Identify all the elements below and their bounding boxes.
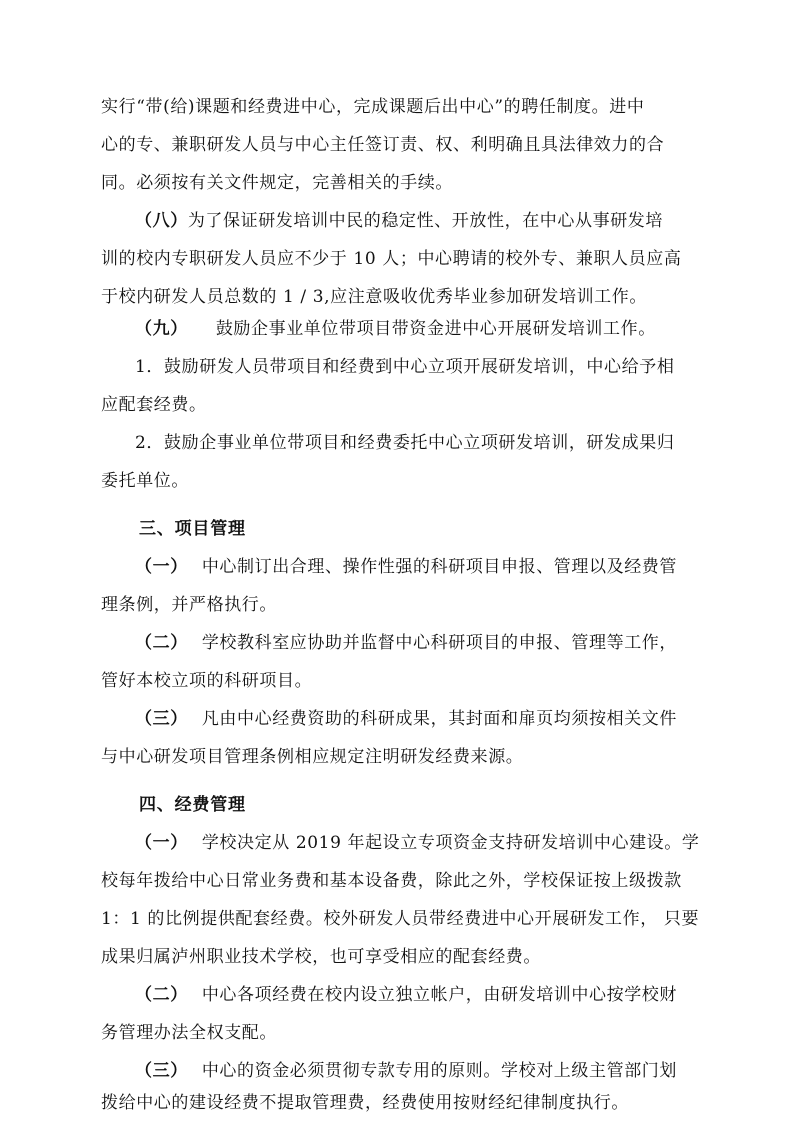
paragraph-line: 实行“带(给)课题和经费进中心，完成课题后出中心”的聘任制度。进中 — [101, 97, 645, 117]
paragraph-line — [135, 318, 656, 340]
item-text: 中心的资金必须贯彻专款专用的原则。学校对上级主管部门划 — [201, 1061, 678, 1081]
paragraph-line: 2．鼓励企事业单位带项目和经费委托中心立项研发培训，研发成果归 — [135, 433, 675, 453]
item-text: 为了保证研发培训中民的稳定性、开放性，在中心从事研发培 — [187, 211, 664, 231]
paragraph-line: 1：1 的比例提供配套经费。校外研发人员带经费进中心开展研发工作， 只要 — [101, 909, 700, 929]
paragraph-line: 委托单位。 — [101, 471, 189, 491]
section-heading: 三、项目管理 — [139, 519, 246, 539]
paragraph-line: 于校内研发人员总数的 1 / 3,应注意吸收优秀毕业参加研发培训工作。 — [101, 287, 647, 307]
paragraph-line — [135, 632, 677, 654]
paragraph-line: 管好本校立项的科研项目。 — [101, 671, 313, 691]
item-text: 凡由中心经费资助的科研成果，其封面和扉页均须按相关文件 — [201, 709, 678, 729]
item-label: （九） — [135, 319, 188, 339]
paragraph-line: 务管理办法全权支配。 — [101, 1023, 277, 1043]
item-label: （二） — [135, 985, 188, 1005]
item-label: （三） — [135, 1061, 188, 1081]
item-text: 中心各项经费在校内设立独立帐户，由研发培训中心按学校财 — [201, 985, 678, 1005]
paragraph-line: 拨给中心的建设经费不提取管理费，经费使用按财经纪律制度执行。 — [101, 1093, 629, 1113]
paragraph-line: 应配套经费。 — [101, 395, 207, 415]
item-text: 中心制订出合理、操作性强的科研项目申报、管理以及经费管 — [201, 557, 678, 577]
paragraph-line — [135, 832, 699, 854]
paragraph-line: 与中心研发项目管理条例相应规定注明研发经费来源。 — [101, 747, 524, 767]
paragraph-line — [135, 1060, 677, 1082]
paragraph-line — [135, 556, 677, 578]
paragraph-line: 同。必须按有关文件规定，完善相关的手续。 — [101, 173, 453, 193]
item-label: （一） — [135, 557, 188, 577]
paragraph-line: 校每年拨给中心日常业务费和基本设备费，除此之外，学校保证按上级拨款 — [101, 871, 682, 891]
section-heading: 四、经费管理 — [139, 795, 246, 815]
paragraph-line: 1．鼓励研发人员带项目和经费到中心立项开展研发培训，中心给予相 — [135, 357, 675, 377]
item-label: （一） — [135, 833, 188, 853]
paragraph-line: 成果归属泸州职业技术学校，也可享受相应的配套经费。 — [101, 947, 541, 967]
item-label: （八） — [135, 211, 188, 231]
paragraph-line: 理条例，并严格执行。 — [101, 595, 277, 615]
paragraph-line: 训的校内专职研发人员应不少于 10 人；中心聘请的校外专、兼职人员应高 — [101, 249, 682, 269]
paragraph-line — [135, 210, 663, 232]
paragraph-line — [135, 708, 677, 730]
item-label: （三） — [135, 709, 188, 729]
item-label: （二） — [135, 633, 188, 653]
item-text: 学校教科室应协助并监督中心科研项目的申报、管理等工作， — [201, 633, 678, 653]
paragraph-line: 心的专、兼职研发人员与中心主任签订责、权、利明确且具法律效力的合 — [101, 135, 665, 155]
paragraph-line — [135, 984, 677, 1006]
item-text: 鼓励企事业单位带项目带资金进中心开展研发培训工作。 — [215, 319, 656, 339]
item-text: 学校决定从 2019 年起设立专项资金支持研发培训中心建设。学 — [201, 833, 700, 853]
